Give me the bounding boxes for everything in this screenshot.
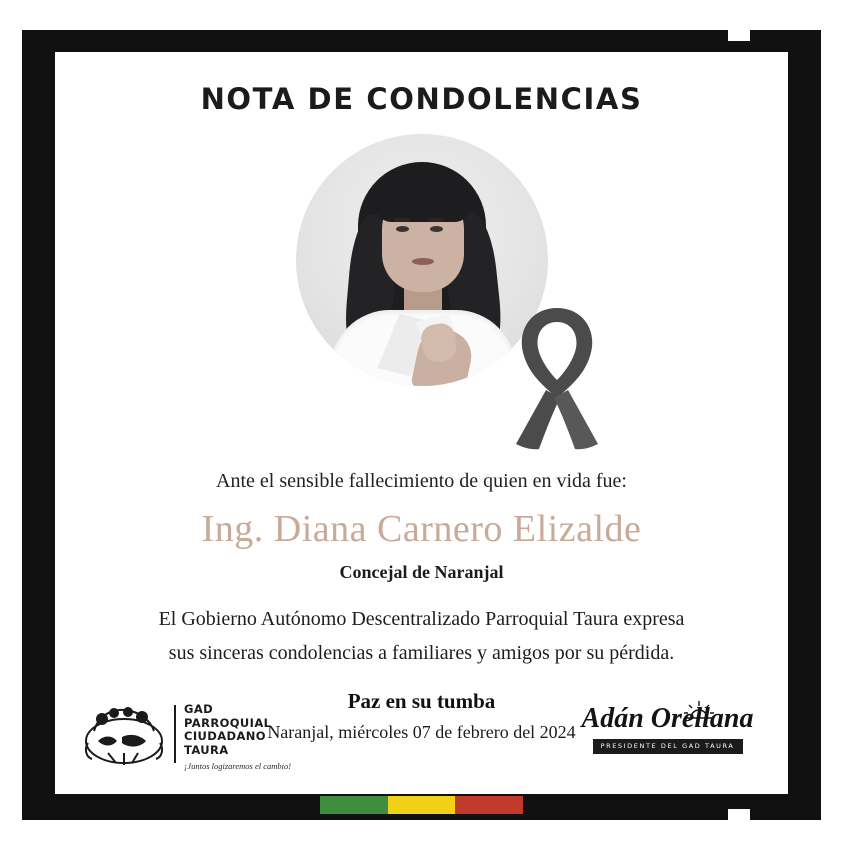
logo-divider xyxy=(174,705,176,763)
gad-taura-emblem-icon xyxy=(82,701,166,771)
adan-orellana-role-ribbon: PRESIDENTE DEL GAD TAURA xyxy=(593,739,743,754)
portrait-fringe xyxy=(376,178,470,222)
portrait-eye-right xyxy=(430,226,443,232)
deceased-role: Concejal de Naranjal xyxy=(339,562,504,582)
poster-white-card xyxy=(55,52,788,794)
stripe-red xyxy=(455,796,523,814)
sunrise-icon xyxy=(682,698,716,720)
frame-notch-bottom-right xyxy=(728,809,750,820)
portrait-brow-right xyxy=(428,218,444,222)
deceased-name: Ing. Diana Carnero Elizalde xyxy=(201,508,642,550)
gad-taura-wordmark xyxy=(184,703,314,774)
mourning-ribbon-icon xyxy=(502,302,612,452)
gad-line-3: CIUDADANO xyxy=(184,729,266,743)
frame-notch-top-right xyxy=(728,30,750,41)
condolence-body-line-1: El Gobierno Autónomo Descentralizado Parroquial Taura expresa xyxy=(158,608,685,630)
place-and-date: Naranjal, miércoles 07 de febrero del 2024 xyxy=(267,722,576,742)
condolence-body xyxy=(105,602,738,670)
portrait-brow-left xyxy=(394,218,410,222)
portrait-eye-left xyxy=(396,226,409,232)
stripe-green xyxy=(320,796,388,814)
gad-line-4: TAURA xyxy=(184,742,229,757)
page-title: NOTA DE CONDOLENCIAS xyxy=(200,82,643,116)
condolence-body-line-2: sus sinceras condolencias a familiares y amigos por su pérdida. xyxy=(168,642,675,664)
peace-message: Paz en su tumba xyxy=(347,689,496,713)
tricolor-bar xyxy=(320,796,523,814)
lead-text: Ante el sensible fallecimiento de quien en vida fue: xyxy=(216,470,627,492)
adan-orellana-logo xyxy=(570,702,765,782)
stripe-yellow xyxy=(388,796,456,814)
portrait-mouth xyxy=(412,258,434,265)
gad-line-2: PARROQUIAL xyxy=(184,715,272,730)
gad-slogan: ¡Juntos logizaremos el cambio! xyxy=(184,761,292,771)
gad-taura-logo xyxy=(82,697,302,787)
adan-orellana-signature: Adán Orellana xyxy=(581,703,754,734)
gad-line-1: GAD xyxy=(184,702,214,716)
